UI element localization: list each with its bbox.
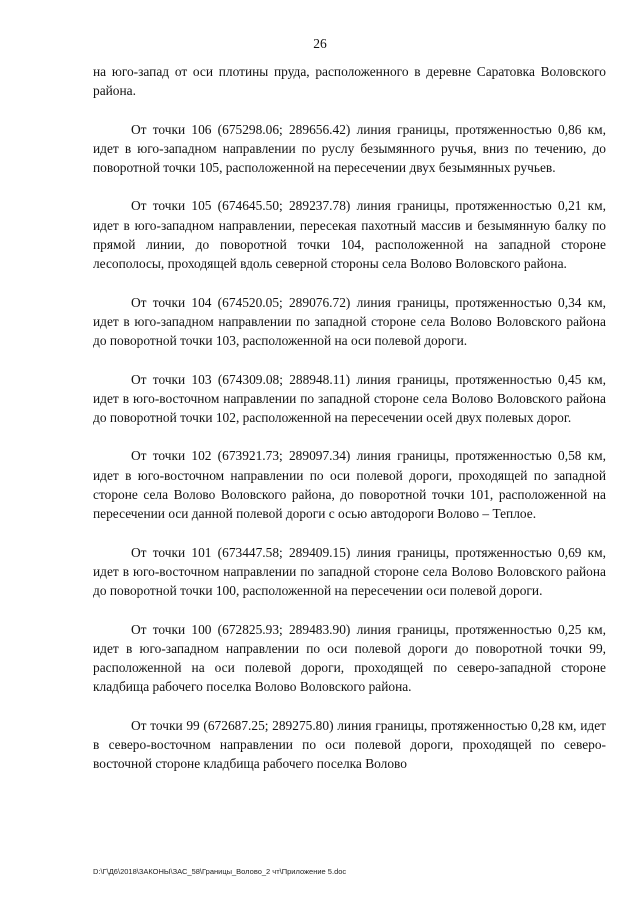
paragraph-point-106: От точки 106 (675298.06; 289656.42) линия границы, протяженностью 0,86 км, идет в юго-западном направлении по руслу безымянного ручья, вниз по течению, до поворотной точки 105, расположенной на пересечении двух безымянных ручьев.	[93, 121, 606, 176]
paragraph-point-104: От точки 104 (674520.05; 289076.72) линия границы, протяженностью 0,34 км, идет в юго-западном направлении по западной стороне села Волово Воловского района до поворотной точки 103, расположенной на оси полевой дороги.	[93, 294, 606, 349]
paragraph-point-105: От точки 105 (674645.50; 289237.78) линия границы, протяженностью 0,21 км, идет в юго-западном направлении, пересекая пахотный массив и безымянную балку по прямой линии, до поворотной точки 104, расположенной на западной стороне лесополосы, проходящей вдоль северной стороны села Волово Воловского района.	[93, 198, 606, 272]
paragraph-point-103: От точки 103 (674309.08; 288948.11) линия границы, протяженностью 0,45 км, идет в юго-восточном направлении по западной стороне села Волово Воловского района до поворотной точки 102, расположенной на пересечении осей двух полевых дорог.	[93, 371, 606, 426]
paragraph-point-101: От точки 101 (673447.58; 289409.15) линия границы, протяженностью 0,69 км, идет в юго-восточном направлении по западной стороне села Волово Воловского района до поворотной точки 100, расположенной на пересечении оси полевой дороги.	[93, 544, 606, 599]
paragraph-point-102: От точки 102 (673921.73; 289097.34) линия границы, протяженностью 0,58 км, идет в юго-восточном направлении по оси полевой дороги, проходящей по западной стороне села Волово Воловского района, до поворотной точки 101, расположенной на пересечении оси данной полевой дороги с осью автодороги Волово – Теплое.	[93, 448, 606, 522]
page-number: 26	[313, 36, 327, 51]
paragraph-continuation: на юго-запад от оси плотины пруда, расположенного в деревне Саратовка Воловского района.	[93, 64, 606, 99]
paragraph-point-100: От точки 100 (672825.93; 289483.90) линия границы, протяженностью 0,25 км, идет в юго-западном направлении по оси полевой дороги до поворотной точки 99, расположенной на оси полевой дороги, проходящей по северо-западной стороне кладбища рабочего поселка Волово Воловского района.	[93, 621, 606, 695]
paragraph-point-99: От точки 99 (672687.25; 289275.80) линия границы, протяженностью 0,28 км, идет в северо-восточном направлении по оси полевой дороги, проходящей по северо-восточной стороне кладбища рабочего поселка Волово	[93, 717, 606, 772]
document-body	[93, 62, 606, 793]
file-path-footer: D:\Г\Д6\2018\ЗАКОНЫ\ЗАС_58\Границы_Волово_2 чт\Приложение 5.doc	[93, 867, 347, 876]
